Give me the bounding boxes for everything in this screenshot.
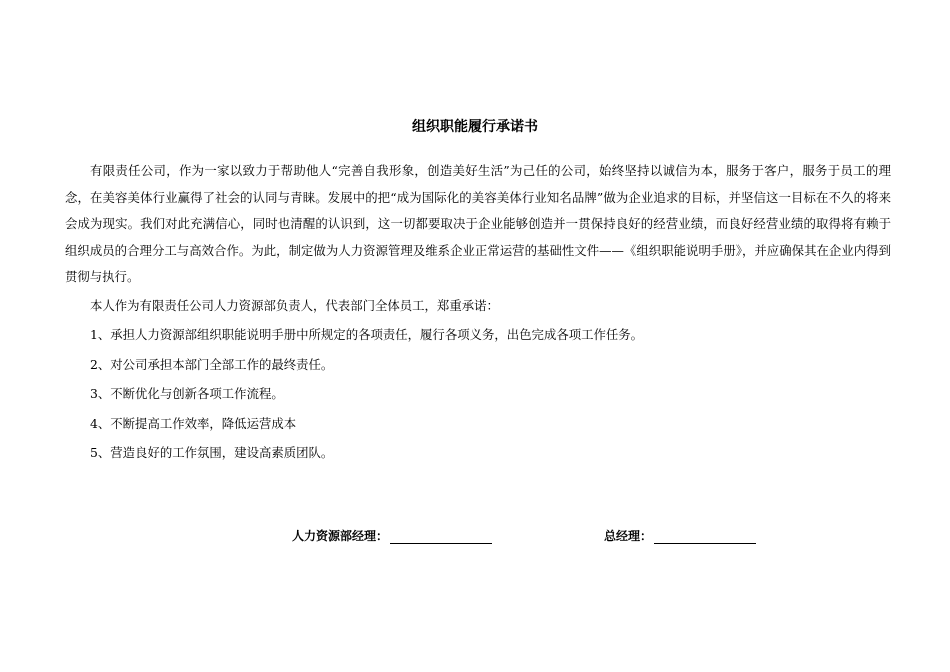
commitment-item-1: 1、承担人力资源部组织职能说明手册中所规定的各项责任，履行各项义务，出色完成各项工作任务。 — [90, 327, 644, 342]
document-body — [65, 158, 891, 467]
hr-manager-signature-line — [390, 530, 492, 544]
commitment-item-4: 4、不断提高工作效率，降低运营成本 — [90, 415, 297, 431]
commitment-item-3: 3、不断优化与创新各项工作流程。 — [90, 386, 284, 401]
document-title: 组织职能履行承诺书 — [412, 119, 538, 135]
hr-manager-signature — [292, 527, 492, 544]
signature-area — [0, 527, 950, 549]
commitment-item-2: 2、对公司承担本部门全部工作的最终责任。 — [90, 356, 334, 372]
general-manager-signature-line — [654, 530, 756, 544]
intro-paragraph: 有限责任公司，作为一家以致力于帮助他人“完善自我形象，创造美好生活”为己任的公司，始终坚持以诚信为本，服务于客户，服务于员工的理念，在美容美体行业赢得了社会的认同与青睐。发展中的把“成为国际化的美容美体行业知名品牌”做为企业追求的目标，并坚信这一目标在不久的将来会成为现实。我们对此充满信心，同时也清醒的认识到，这一切都要取决于企业能够创造并一贯保持良好的经营业绩，而良好经营业绩的取得将有赖于组织成员的合理分工与高效合作。为此，制定做为人力资源管理及维系企业正常运营的基础性文件——《组织职能说明手册》，并应确保其在企业内得到贯彻与执行。 — [65, 163, 891, 284]
commitment-item-5: 5、营造良好的工作氛围，建设高素质团队。 — [90, 445, 334, 460]
commitment-statement: 本人作为有限责任公司人力资源部负责人，代表部门全体员工，郑重承诺： — [90, 297, 499, 313]
general-manager-signature — [604, 527, 756, 544]
hr-manager-label: 人力资源部经理： — [292, 529, 389, 543]
general-manager-label: 总经理： — [604, 529, 653, 543]
